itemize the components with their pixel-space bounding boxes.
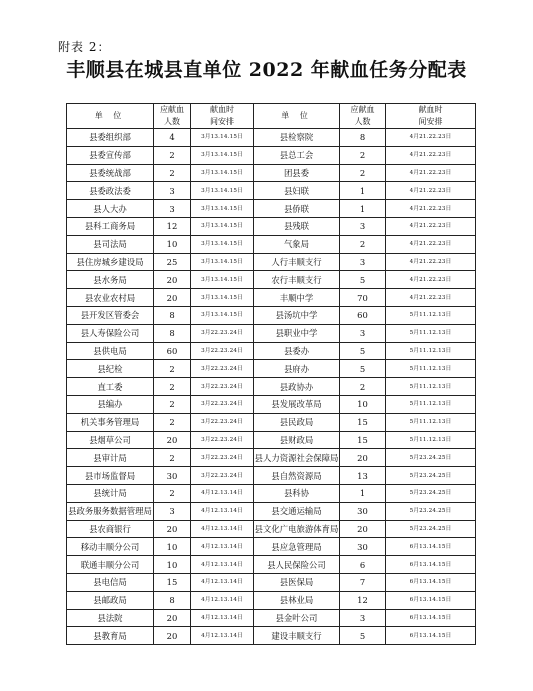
donor-count: 15 <box>154 573 191 591</box>
table-row <box>67 200 476 218</box>
donor-count: 5 <box>340 627 386 645</box>
donation-date: 3月22.23.24日 <box>191 342 254 360</box>
donation-date: 3月22.23.24日 <box>191 324 254 342</box>
header-time-right: 献血时 间安排 <box>386 104 476 129</box>
donation-date: 4月21.22.23日 <box>386 146 476 164</box>
table-row <box>67 146 476 164</box>
donor-count: 15 <box>340 413 386 431</box>
donor-count: 4 <box>154 129 191 147</box>
donor-count: 3 <box>154 182 191 200</box>
header-quota: 应献血 人数 <box>154 104 191 129</box>
donor-count: 10 <box>154 235 191 253</box>
donor-count: 3 <box>340 217 386 235</box>
donation-date: 4月21.22.23日 <box>386 235 476 253</box>
donation-date: 6月13.14.15日 <box>386 627 476 645</box>
unit-name: 县邮政局 <box>67 591 154 609</box>
unit-name: 县委政法委 <box>67 182 154 200</box>
donation-date: 5月11.12.13日 <box>386 342 476 360</box>
donor-count: 3 <box>340 253 386 271</box>
table-row <box>67 467 476 485</box>
donor-count: 8 <box>154 324 191 342</box>
donor-count: 20 <box>154 271 191 289</box>
table-row <box>67 129 476 147</box>
donation-date: 6月13.14.15日 <box>386 556 476 574</box>
unit-name: 县政协办 <box>254 378 340 396</box>
donor-count: 8 <box>154 591 191 609</box>
donation-date: 4月21.22.23日 <box>386 271 476 289</box>
appendix-label: 附表 2： <box>58 40 111 54</box>
donor-count: 1 <box>340 200 386 218</box>
table-row <box>67 289 476 307</box>
donor-count: 12 <box>340 591 386 609</box>
donor-count: 60 <box>340 306 386 324</box>
donor-count: 20 <box>340 520 386 538</box>
unit-name: 县委宣传部 <box>67 146 154 164</box>
donor-count: 5 <box>340 360 386 378</box>
unit-name: 县教育局 <box>67 627 154 645</box>
donor-count: 2 <box>340 146 386 164</box>
donor-count: 20 <box>340 449 386 467</box>
donor-count: 30 <box>340 502 386 520</box>
unit-name: 县总工会 <box>254 146 340 164</box>
donor-count: 10 <box>340 395 386 413</box>
donation-date: 5月11.12.13日 <box>386 306 476 324</box>
donor-count: 2 <box>340 164 386 182</box>
unit-name: 县法院 <box>67 609 154 627</box>
donor-count: 20 <box>154 627 191 645</box>
unit-name: 县科工商务局 <box>67 217 154 235</box>
unit-name: 县司法局 <box>67 235 154 253</box>
donation-date: 6月13.14.15日 <box>386 609 476 627</box>
donor-count: 3 <box>340 609 386 627</box>
unit-name: 县自然资源局 <box>254 467 340 485</box>
donation-date: 3月13.14.15日 <box>191 182 254 200</box>
unit-name: 县汤坑中学 <box>254 306 340 324</box>
donation-date: 4月21.22.23日 <box>386 182 476 200</box>
donation-date: 4月12.13.14日 <box>191 573 254 591</box>
unit-name: 县人大办 <box>67 200 154 218</box>
donation-date: 4月21.22.23日 <box>386 200 476 218</box>
donor-count: 5 <box>340 271 386 289</box>
donor-count: 2 <box>340 235 386 253</box>
table-row <box>67 271 476 289</box>
unit-name: 县残联 <box>254 217 340 235</box>
unit-name: 县委统战部 <box>67 164 154 182</box>
donation-date: 5月23.24.25日 <box>386 467 476 485</box>
unit-name: 机关事务管理局 <box>67 413 154 431</box>
donor-count: 5 <box>340 342 386 360</box>
donor-count: 15 <box>340 431 386 449</box>
table-row <box>67 609 476 627</box>
donation-date: 5月23.24.25日 <box>386 484 476 502</box>
table-row <box>67 235 476 253</box>
donation-date: 4月21.22.23日 <box>386 217 476 235</box>
table-row <box>67 342 476 360</box>
donation-date: 5月11.12.13日 <box>386 324 476 342</box>
donation-date: 3月13.14.15日 <box>191 200 254 218</box>
unit-name: 县纪检 <box>67 360 154 378</box>
donor-count: 1 <box>340 484 386 502</box>
donation-date: 5月23.24.25日 <box>386 502 476 520</box>
donor-count: 6 <box>340 556 386 574</box>
donor-count: 3 <box>154 200 191 218</box>
donor-count: 13 <box>340 467 386 485</box>
donation-date: 3月13.14.15日 <box>191 217 254 235</box>
table-row <box>67 431 476 449</box>
donation-date: 3月22.23.24日 <box>191 449 254 467</box>
donation-date: 4月21.22.23日 <box>386 129 476 147</box>
donation-date: 4月12.13.14日 <box>191 627 254 645</box>
unit-name: 县农商银行 <box>67 520 154 538</box>
donor-count: 25 <box>154 253 191 271</box>
blood-donation-table <box>66 103 476 645</box>
donor-count: 2 <box>154 413 191 431</box>
donation-date: 5月11.12.13日 <box>386 360 476 378</box>
unit-name: 县妇联 <box>254 182 340 200</box>
donation-date: 5月11.12.13日 <box>386 395 476 413</box>
donor-count: 2 <box>154 164 191 182</box>
table-row <box>67 538 476 556</box>
unit-name: 县人力资源社会保障局 <box>254 449 340 467</box>
donor-count: 3 <box>154 502 191 520</box>
unit-name: 团县委 <box>254 164 340 182</box>
donor-count: 8 <box>340 129 386 147</box>
donor-count: 7 <box>340 573 386 591</box>
donation-date: 3月22.23.24日 <box>191 467 254 485</box>
donation-date: 3月13.14.15日 <box>191 289 254 307</box>
table-row <box>67 324 476 342</box>
donor-count: 12 <box>154 217 191 235</box>
donation-date: 3月13.14.15日 <box>191 253 254 271</box>
unit-name: 县财政局 <box>254 431 340 449</box>
donation-date: 3月22.23.24日 <box>191 431 254 449</box>
unit-name: 县水务局 <box>67 271 154 289</box>
table-row <box>67 520 476 538</box>
unit-name: 县住房城乡建设局 <box>67 253 154 271</box>
donation-date: 4月12.13.14日 <box>191 556 254 574</box>
donation-date: 4月21.22.23日 <box>386 253 476 271</box>
donation-date: 3月22.23.24日 <box>191 413 254 431</box>
table-row <box>67 502 476 520</box>
donor-count: 8 <box>154 306 191 324</box>
table-row <box>67 378 476 396</box>
unit-name: 县烟草公司 <box>67 431 154 449</box>
unit-name: 联通丰顺分公司 <box>67 556 154 574</box>
donor-count: 20 <box>154 609 191 627</box>
table-row <box>67 306 476 324</box>
donation-date: 4月12.13.14日 <box>191 609 254 627</box>
table-row <box>67 573 476 591</box>
donor-count: 2 <box>340 378 386 396</box>
table-row <box>67 217 476 235</box>
unit-name: 建设丰顺支行 <box>254 627 340 645</box>
table-row <box>67 484 476 502</box>
table-row <box>67 395 476 413</box>
unit-name: 县人寿保险公司 <box>67 324 154 342</box>
unit-name: 气象局 <box>254 235 340 253</box>
donation-date: 6月13.14.15日 <box>386 538 476 556</box>
donor-count: 2 <box>154 484 191 502</box>
unit-name: 直工委 <box>67 378 154 396</box>
unit-name: 县开发区管委会 <box>67 306 154 324</box>
donation-date: 3月13.14.15日 <box>191 129 254 147</box>
unit-name: 县政务服务数据管理局 <box>67 502 154 520</box>
table-row <box>67 627 476 645</box>
donation-date: 3月13.14.15日 <box>191 235 254 253</box>
unit-name: 县编办 <box>67 395 154 413</box>
donation-date: 5月11.12.13日 <box>386 431 476 449</box>
unit-name: 县检察院 <box>254 129 340 147</box>
header-quota-right: 应献血 人数 <box>340 104 386 129</box>
unit-name: 县侨联 <box>254 200 340 218</box>
donation-date: 5月11.12.13日 <box>386 378 476 396</box>
donor-count: 10 <box>154 556 191 574</box>
unit-name: 县委办 <box>254 342 340 360</box>
unit-name: 县电信局 <box>67 573 154 591</box>
unit-name: 县市场监督局 <box>67 467 154 485</box>
donor-count: 20 <box>154 431 191 449</box>
unit-name: 县发展改革局 <box>254 395 340 413</box>
donor-count: 30 <box>154 467 191 485</box>
unit-name: 县科协 <box>254 484 340 502</box>
donation-date: 4月12.13.14日 <box>191 502 254 520</box>
table-row <box>67 591 476 609</box>
unit-name: 县统计局 <box>67 484 154 502</box>
donor-count: 20 <box>154 520 191 538</box>
donor-count: 30 <box>340 538 386 556</box>
unit-name: 县供电局 <box>67 342 154 360</box>
table-row <box>67 449 476 467</box>
donation-date: 3月13.14.15日 <box>191 306 254 324</box>
donor-count: 20 <box>154 289 191 307</box>
donor-count: 10 <box>154 538 191 556</box>
unit-name: 县应急管理局 <box>254 538 340 556</box>
unit-name: 丰顺中学 <box>254 289 340 307</box>
table-row <box>67 413 476 431</box>
donation-date: 3月22.23.24日 <box>191 360 254 378</box>
donation-date: 3月13.14.15日 <box>191 271 254 289</box>
donor-count: 3 <box>340 324 386 342</box>
table-row <box>67 182 476 200</box>
header-unit: 单 位 <box>67 104 154 129</box>
donation-date: 6月13.14.15日 <box>386 573 476 591</box>
donor-count: 70 <box>340 289 386 307</box>
unit-name: 县府办 <box>254 360 340 378</box>
unit-name: 县审计局 <box>67 449 154 467</box>
donation-date: 4月12.13.14日 <box>191 591 254 609</box>
table-row <box>67 164 476 182</box>
donation-date: 3月22.23.24日 <box>191 378 254 396</box>
unit-name: 县林业局 <box>254 591 340 609</box>
table-row <box>67 253 476 271</box>
donation-date: 5月23.24.25日 <box>386 449 476 467</box>
unit-name: 县民政局 <box>254 413 340 431</box>
donation-date: 4月21.22.23日 <box>386 289 476 307</box>
donor-count: 1 <box>340 182 386 200</box>
unit-name: 县人民保险公司 <box>254 556 340 574</box>
unit-name: 县文化广电旅游体育局 <box>254 520 340 538</box>
donation-date: 3月22.23.24日 <box>191 395 254 413</box>
donation-date: 6月13.14.15日 <box>386 591 476 609</box>
donation-date: 4月12.13.14日 <box>191 484 254 502</box>
donor-count: 2 <box>154 146 191 164</box>
table-row <box>67 360 476 378</box>
donor-count: 60 <box>154 342 191 360</box>
table-header-row <box>67 104 476 129</box>
donor-count: 2 <box>154 360 191 378</box>
donation-date: 4月12.13.14日 <box>191 520 254 538</box>
unit-name: 农行丰顺支行 <box>254 271 340 289</box>
unit-name: 县职业中学 <box>254 324 340 342</box>
unit-name: 县委组织部 <box>67 129 154 147</box>
header-time: 献血时 间安排 <box>191 104 254 129</box>
donor-count: 2 <box>154 395 191 413</box>
donor-count: 2 <box>154 378 191 396</box>
unit-name: 移动丰顺分公司 <box>67 538 154 556</box>
unit-name: 县农业农村局 <box>67 289 154 307</box>
donation-date: 5月23.24.25日 <box>386 520 476 538</box>
header-unit-right: 单 位 <box>254 104 340 129</box>
unit-name: 人行丰顺支行 <box>254 253 340 271</box>
donation-date: 3月13.14.15日 <box>191 164 254 182</box>
donation-date: 3月13.14.15日 <box>191 146 254 164</box>
unit-name: 县金叶公司 <box>254 609 340 627</box>
unit-name: 县交通运输局 <box>254 502 340 520</box>
donation-date: 4月12.13.14日 <box>191 538 254 556</box>
donation-date: 4月21.22.23日 <box>386 164 476 182</box>
table-row <box>67 556 476 574</box>
page-title: 丰顺县在城县直单位 2022 年献血任务分配表 <box>66 59 467 81</box>
unit-name: 县医保局 <box>254 573 340 591</box>
donation-date: 5月11.12.13日 <box>386 413 476 431</box>
donor-count: 2 <box>154 449 191 467</box>
